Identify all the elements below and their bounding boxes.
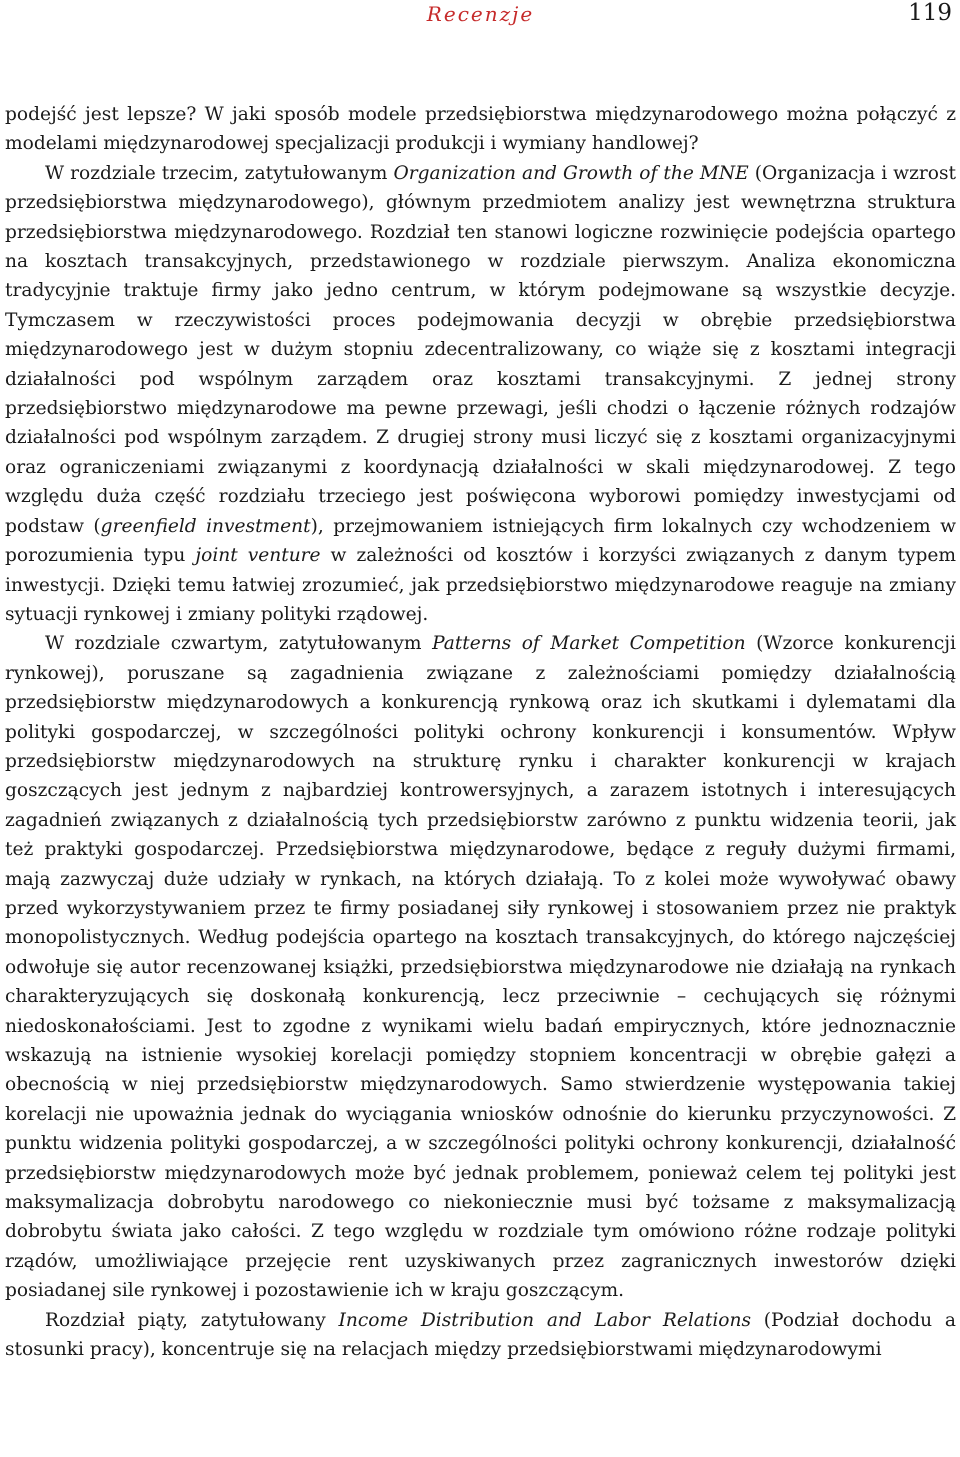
page-number: 119 bbox=[908, 0, 952, 26]
paragraph: W rozdziale czwartym, zatytułowanym Patterns of Market Competition (Wzorce konkurencji rynkowej), poruszane są zagadnienia związane z zależnościami pomiędzy działalnością przedsiębiorstw międzynarodowych a konkurencją rynkową oraz ich skutkami i dylematami dla polityki gospodarczej, w szczególności polityki ochrony konkurencji i konsumentów. Wpływ przedsiębiorstw międzynarodowych na strukturę rynku i charakter konkurencji w krajach goszczących jest jednym z najbardziej kontrowersyjnych, a zarazem istotnych i interesujących zagadnień związanych z działalnością tych przedsiębiorstw zarówno z punktu widzenia teorii, jak też praktyki gospodarczej. Przedsiębiorstwa międzynarodowe, będące z reguły dużymi firmami, mają zazwyczaj duże udziały w rynkach, na których działają. To z kolei może wywoływać obawy przed wykorzystywaniem przez te firmy posiadanej siły rynkowej i stosowaniem przez nie praktyk monopolistycznych. Według podejścia opartego na kosztach transakcyjnych, do którego najczęściej odwołuje się autor recenzowanej książki, przedsiębiorstwa międzynarodowe nie działają na rynkach charakteryzujących się doskonałą konkurencją, lecz przeciwnie – cechujących się różnymi niedoskonałościami. Jest to zgodne z wynikami wielu badań empirycznych, które jednoznacznie wskazują na istnienie wysokiej korelacji pomiędzy stopniem koncentracji w obrębie gałęzi a obecnością w niej przedsiębiorstw międzynarodowych. Samo stwierdzenie występowania takiej korelacji nie upoważnia jednak do wyciągania wniosków odnośnie do kierunku przyczynowości. Z punktu widzenia polityki gospodarczej, a w szczególności polityki ochrony konkurencji, działalność przedsiębiorstw międzynarodowych może być jednak problemem, ponieważ celem tej polityki jest maksymalizacja dobrobytu narodowego co niekoniecznie musi być tożsame z maksymalizacją dobrobytu świata jako całości. Z tego względu w rozdziale tym omówiono różne rodzaje polityki rządów, umożliwiające przejęcie rent uzyskiwanych przez zagranicznych inwestorów dzięki posiadanej sile rynkowej i pozostawienie ich w kraju goszczącym. bbox=[5, 633, 956, 1302]
book-chapter-title: Income Distribution and Labor Relations bbox=[338, 1309, 751, 1331]
page-header bbox=[5, 0, 956, 100]
paragraph: Rozdział piąty, zatytułowany Income Distribution and Labor Relations (Podział dochodu a stosunki pracy), koncentruje się na relacjach między przedsiębiorstwami międzynarodowymi bbox=[5, 1309, 957, 1361]
paragraph: podejść jest lepsze? W jaki sposób modele przedsiębiorstwa międzynarodowego można połączyć z modelami międzynarodowej specjalizacji produkcji i wymiany handlowej? bbox=[5, 104, 956, 155]
foreign-term: greenfield investment bbox=[100, 515, 311, 537]
running-head: Recenzje bbox=[426, 2, 535, 26]
paragraph: W rozdziale trzecim, zatytułowanym Organization and Growth of the MNE (Organizacja i wzrost przedsiębiorstwa międzynarodowego), głównym przedmiotem analizy jest wewnętrzna struktura przedsiębiorstwa międzynarodowego. Rozdział ten stanowi logiczne rozwinięcie podejścia opartego na kosztach transakcyjnych, przedstawionego w rozdziale pierwszym. Analiza ekonomiczna tradycyjnie traktuje firmy jako jedno centrum, w którym podejmowane są wszystkie decyzje. Tymczasem w rzeczywistości proces podejmowania decyzji w obrębie przedsiębiorstwa międzynarodowego jest w dużym stopniu zdecentralizowany, co wiąże się z kosztami integracji działalności pod wspólnym zarządem oraz kosztami transakcyjnymi. Z jednej strony przedsiębiorstwo międzynarodowe ma pewne przewagi, jeśli chodzi o łączenie różnych rodzajów działalności pod wspólnym zarządem. Z drugiej strony musi liczyć się z kosztami organizacyjnymi oraz ograniczeniami związanymi z koordynacją działalności w skali międzynarodowej. Z tego względu duża część rozdziału trzeciego jest poświęcona wyborowi pomiędzy inwestycjami od podstaw (greenfield investment), przejmowaniem istniejących firm lokalnych czy wchodzeniem w porozumienia typu joint venture w zależności od kosztów i korzyści związanych z danym typem inwestycji. Dzięki temu łatwiej zrozumieć, jak przedsiębiorstwo międzynarodowe reaguje na zmiany sytuacji rynkowej i zmiany polityki rządowej. bbox=[5, 162, 956, 625]
foreign-term: joint venture bbox=[195, 545, 321, 567]
book-chapter-title: Organization and Growth of the MNE bbox=[393, 162, 749, 184]
book-chapter-title: Patterns of Market Competition bbox=[432, 633, 746, 655]
body-text bbox=[5, 100, 956, 1364]
